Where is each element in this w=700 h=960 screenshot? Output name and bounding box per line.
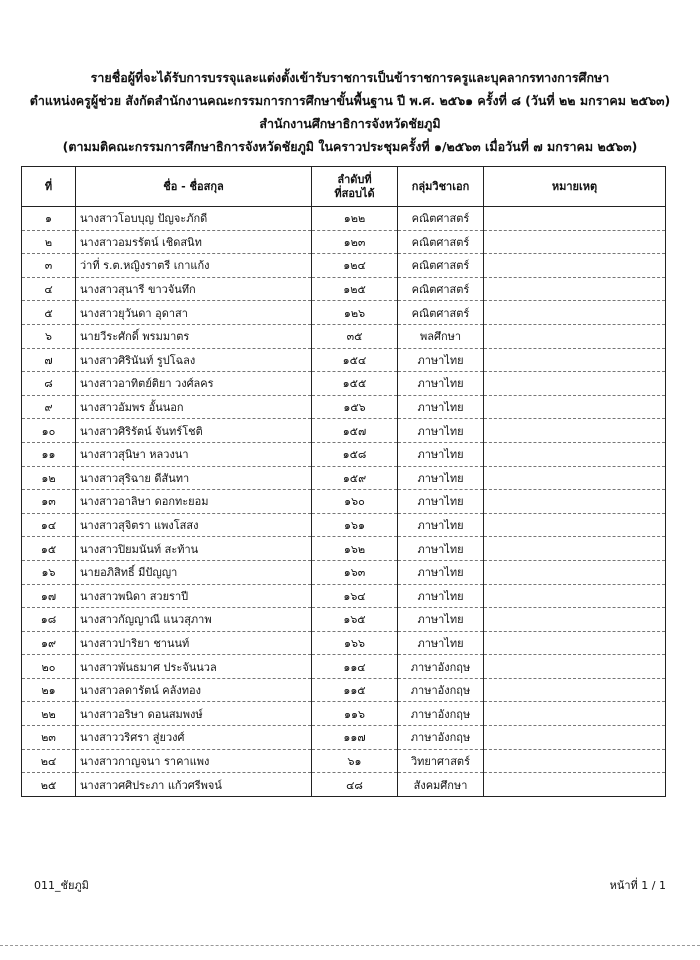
cell-subject: คณิตศาสตร์ xyxy=(398,207,484,231)
cell-no: ๑๔ xyxy=(22,513,76,537)
header-resolution: (ตามมติคณะกรรมการศึกษาธิการจังหวัดชัยภูมิ ในคราวประชุมครั้งที่ ๑/๒๕๖๓ เมื่อวันที่ ๗ มกราคม ๒๕๖๓) xyxy=(62,139,638,154)
cell-subject: ภาษาอังกฤษ xyxy=(398,678,484,702)
scan-edge-divider xyxy=(0,945,700,946)
cell-name: นางสาวปิยมนันท์ สะท้าน xyxy=(76,537,312,561)
cell-no: ๒๓ xyxy=(22,726,76,750)
cell-remark xyxy=(484,513,666,537)
table-row xyxy=(22,726,666,750)
table-row xyxy=(22,584,666,608)
cell-no: ๑๑ xyxy=(22,442,76,466)
table-row xyxy=(22,301,666,325)
cell-rank: ๑๖๔ xyxy=(312,584,398,608)
cell-name: นางสาวยุวันดา อุดาสา xyxy=(76,301,312,325)
cell-name: นางสาวอาลิษา ดอกทะยอม xyxy=(76,490,312,514)
cell-subject: ภาษาไทย xyxy=(398,608,484,632)
table-row xyxy=(22,490,666,514)
cell-remark xyxy=(484,631,666,655)
table-row xyxy=(22,419,666,443)
cell-name: นางสาวปาริยา ชานนท์ xyxy=(76,631,312,655)
cell-subject: ภาษาไทย xyxy=(398,372,484,396)
cell-rank: ๑๕๔ xyxy=(312,348,398,372)
cell-no: ๑๙ xyxy=(22,631,76,655)
cell-no: ๒๕ xyxy=(22,773,76,797)
cell-rank: ๑๑๕ xyxy=(312,678,398,702)
cell-rank: ๑๒๖ xyxy=(312,301,398,325)
header-title: รายชื่อผู้ที่จะได้รับการบรรจุและแต่งตั้งเข้ารับราชการเป็นข้าราชการครูและบุคลากรทางการศึกษา xyxy=(90,70,610,85)
cell-no: ๒๐ xyxy=(22,655,76,679)
cell-subject: ภาษาไทย xyxy=(398,466,484,490)
cell-rank: ๑๒๓ xyxy=(312,230,398,254)
cell-subject: ภาษาไทย xyxy=(398,584,484,608)
cell-remark xyxy=(484,773,666,797)
cell-subject: ภาษาอังกฤษ xyxy=(398,702,484,726)
cell-name: นางสาวศศิประภา แก้วศรีพจน์ xyxy=(76,773,312,797)
cell-remark xyxy=(484,277,666,301)
table-row xyxy=(22,395,666,419)
cell-rank: ๑๑๗ xyxy=(312,726,398,750)
cell-no: ๘ xyxy=(22,372,76,396)
cell-remark xyxy=(484,749,666,773)
cell-no: ๕ xyxy=(22,301,76,325)
cell-no: ๓ xyxy=(22,254,76,278)
cell-subject: ภาษาไทย xyxy=(398,513,484,537)
cell-name: นางสาวลดารัตน์ คลังทอง xyxy=(76,678,312,702)
cell-rank: ๑๖๕ xyxy=(312,608,398,632)
cell-name: นางสาวสุริฉาย ดีสันทา xyxy=(76,466,312,490)
col-header-remark: หมายเหตุ xyxy=(484,167,666,207)
cell-name: นางสาวอัมพร อั้นนอก xyxy=(76,395,312,419)
table-row xyxy=(22,513,666,537)
cell-subject: วิทยาศาสตร์ xyxy=(398,749,484,773)
cell-remark xyxy=(484,466,666,490)
cell-no: ๖ xyxy=(22,324,76,348)
cell-rank: ๑๖๓ xyxy=(312,560,398,584)
table-row xyxy=(22,655,666,679)
cell-subject: ภาษาไทย xyxy=(398,442,484,466)
table-row xyxy=(22,348,666,372)
cell-no: ๑๐ xyxy=(22,419,76,443)
cell-no: ๑๘ xyxy=(22,608,76,632)
table-row xyxy=(22,466,666,490)
header-position: ตำแหน่งครูผู้ช่วย สังกัดสำนักงานคณะกรรมการการศึกษาขั้นพื้นฐาน ปี พ.ศ. ๒๕๖๑ ครั้งที่ ๘ (วันที่ ๒๒ มกราคม ๒๕๖๓) xyxy=(29,93,671,108)
cell-rank: ๑๕๖ xyxy=(312,395,398,419)
cell-subject: ภาษาไทย xyxy=(398,490,484,514)
table-row xyxy=(22,608,666,632)
cell-no: ๑ xyxy=(22,207,76,231)
cell-subject: พลศึกษา xyxy=(398,324,484,348)
cell-subject: ภาษาไทย xyxy=(398,395,484,419)
table-row xyxy=(22,254,666,278)
cell-remark xyxy=(484,230,666,254)
cell-subject: ภาษาไทย xyxy=(398,631,484,655)
cell-rank: ๑๕๕ xyxy=(312,372,398,396)
cell-subject: คณิตศาสตร์ xyxy=(398,254,484,278)
cell-no: ๒๔ xyxy=(22,749,76,773)
cell-name: นางสาวศิริรัตน์ จันทร์โชติ xyxy=(76,419,312,443)
cell-remark xyxy=(484,702,666,726)
cell-subject: ภาษาอังกฤษ xyxy=(398,726,484,750)
cell-rank: ๑๒๔ xyxy=(312,254,398,278)
cell-rank: ๖๑ xyxy=(312,749,398,773)
cell-remark xyxy=(484,726,666,750)
table-row xyxy=(22,702,666,726)
table-row xyxy=(22,678,666,702)
cell-name: นางสาวพันธมาศ ประจันนวล xyxy=(76,655,312,679)
cell-remark xyxy=(484,372,666,396)
cell-no: ๑๒ xyxy=(22,466,76,490)
candidate-table xyxy=(21,166,666,797)
table-row xyxy=(22,631,666,655)
cell-no: ๑๓ xyxy=(22,490,76,514)
table-row xyxy=(22,537,666,561)
cell-rank: ๑๕๙ xyxy=(312,466,398,490)
table-row xyxy=(22,230,666,254)
table-row xyxy=(22,560,666,584)
cell-subject: สังคมศึกษา xyxy=(398,773,484,797)
cell-remark xyxy=(484,490,666,514)
cell-rank: ๑๕๘ xyxy=(312,442,398,466)
col-header-no: ที่ xyxy=(22,167,76,207)
cell-remark xyxy=(484,608,666,632)
cell-subject: คณิตศาสตร์ xyxy=(398,301,484,325)
col-header-subject: กลุ่มวิชาเอก xyxy=(398,167,484,207)
cell-name: นางสาวสุนิษา หลวงนา xyxy=(76,442,312,466)
document-header xyxy=(0,66,700,158)
cell-name: นางสาวโอบบุญ ปัญจะภักดี xyxy=(76,207,312,231)
cell-rank: ๑๖๖ xyxy=(312,631,398,655)
cell-no: ๗ xyxy=(22,348,76,372)
cell-rank: ๑๖๑ xyxy=(312,513,398,537)
cell-no: ๑๖ xyxy=(22,560,76,584)
cell-remark xyxy=(484,254,666,278)
table-row xyxy=(22,277,666,301)
col-header-rank xyxy=(312,167,398,207)
table-row xyxy=(22,372,666,396)
table-body xyxy=(22,207,666,797)
cell-rank: ๑๑๔ xyxy=(312,655,398,679)
cell-remark xyxy=(484,442,666,466)
cell-name: นางสาวกัญญาณี แนวสุภาพ xyxy=(76,608,312,632)
cell-name: นายอภิสิทธิ์ มีปัญญา xyxy=(76,560,312,584)
cell-rank: ๑๖๐ xyxy=(312,490,398,514)
table-header-row xyxy=(22,167,666,207)
table-row xyxy=(22,442,666,466)
cell-no: ๙ xyxy=(22,395,76,419)
cell-remark xyxy=(484,655,666,679)
cell-no: ๒ xyxy=(22,230,76,254)
cell-remark xyxy=(484,301,666,325)
cell-rank: ๑๖๒ xyxy=(312,537,398,561)
cell-name: ว่าที่ ร.ต.หญิงราตรี เกาแก้ง xyxy=(76,254,312,278)
cell-no: ๑๗ xyxy=(22,584,76,608)
cell-no: ๑๕ xyxy=(22,537,76,561)
cell-name: นางสาวอาทิตย์ติยา วงศ์ลคร xyxy=(76,372,312,396)
cell-name: นางสาวอริษา ดอนสมพงษ์ xyxy=(76,702,312,726)
cell-remark xyxy=(484,560,666,584)
table-row xyxy=(22,773,666,797)
cell-remark xyxy=(484,537,666,561)
cell-rank: ๑๑๖ xyxy=(312,702,398,726)
cell-remark xyxy=(484,324,666,348)
cell-name: นางสาวพนิดา สวยราปี xyxy=(76,584,312,608)
cell-subject: ภาษาไทย xyxy=(398,419,484,443)
table-row xyxy=(22,324,666,348)
col-header-rank-line1: ลำดับที่ xyxy=(337,172,372,186)
cell-no: ๒๑ xyxy=(22,678,76,702)
cell-rank: ๔๘ xyxy=(312,773,398,797)
cell-subject: ภาษาไทย xyxy=(398,560,484,584)
table-row xyxy=(22,749,666,773)
cell-name: นางสาววริศรา สู่ยวงศ์ xyxy=(76,726,312,750)
cell-remark xyxy=(484,419,666,443)
col-header-rank-line2: ที่สอบได้ xyxy=(334,186,375,200)
table-row xyxy=(22,207,666,231)
header-office: สำนักงานศึกษาธิการจังหวัดชัยภูมิ xyxy=(259,116,441,131)
cell-rank: ๑๕๗ xyxy=(312,419,398,443)
cell-rank: ๓๕ xyxy=(312,324,398,348)
cell-subject: คณิตศาสตร์ xyxy=(398,230,484,254)
cell-subject: ภาษาไทย xyxy=(398,537,484,561)
cell-rank: ๑๒๕ xyxy=(312,277,398,301)
cell-subject: ภาษาอังกฤษ xyxy=(398,655,484,679)
cell-name: นางสาวกาญจนา ราคาแพง xyxy=(76,749,312,773)
footer-page-number: หน้าที่ 1 / 1 xyxy=(609,879,666,892)
cell-name: นางสาวศิรินันท์ รูปโฉลง xyxy=(76,348,312,372)
cell-remark xyxy=(484,348,666,372)
cell-name: นายวีระศักดิ์ พรมมาตร xyxy=(76,324,312,348)
cell-remark xyxy=(484,395,666,419)
cell-subject: คณิตศาสตร์ xyxy=(398,277,484,301)
cell-name: นางสาวสุจิตรา แพงโสสง xyxy=(76,513,312,537)
cell-no: ๔ xyxy=(22,277,76,301)
cell-rank: ๑๒๒ xyxy=(312,207,398,231)
cell-remark xyxy=(484,678,666,702)
cell-remark xyxy=(484,584,666,608)
cell-name: นางสาวอมรรัตน์ เชิดสนิท xyxy=(76,230,312,254)
cell-name: นางสาวสุนารี ขาวจันทึก xyxy=(76,277,312,301)
cell-subject: ภาษาไทย xyxy=(398,348,484,372)
footer-doc-code: 011_ชัยภูมิ xyxy=(34,879,89,892)
col-header-name: ชื่อ - ชื่อสกุล xyxy=(76,167,312,207)
cell-no: ๒๒ xyxy=(22,702,76,726)
cell-remark xyxy=(484,207,666,231)
